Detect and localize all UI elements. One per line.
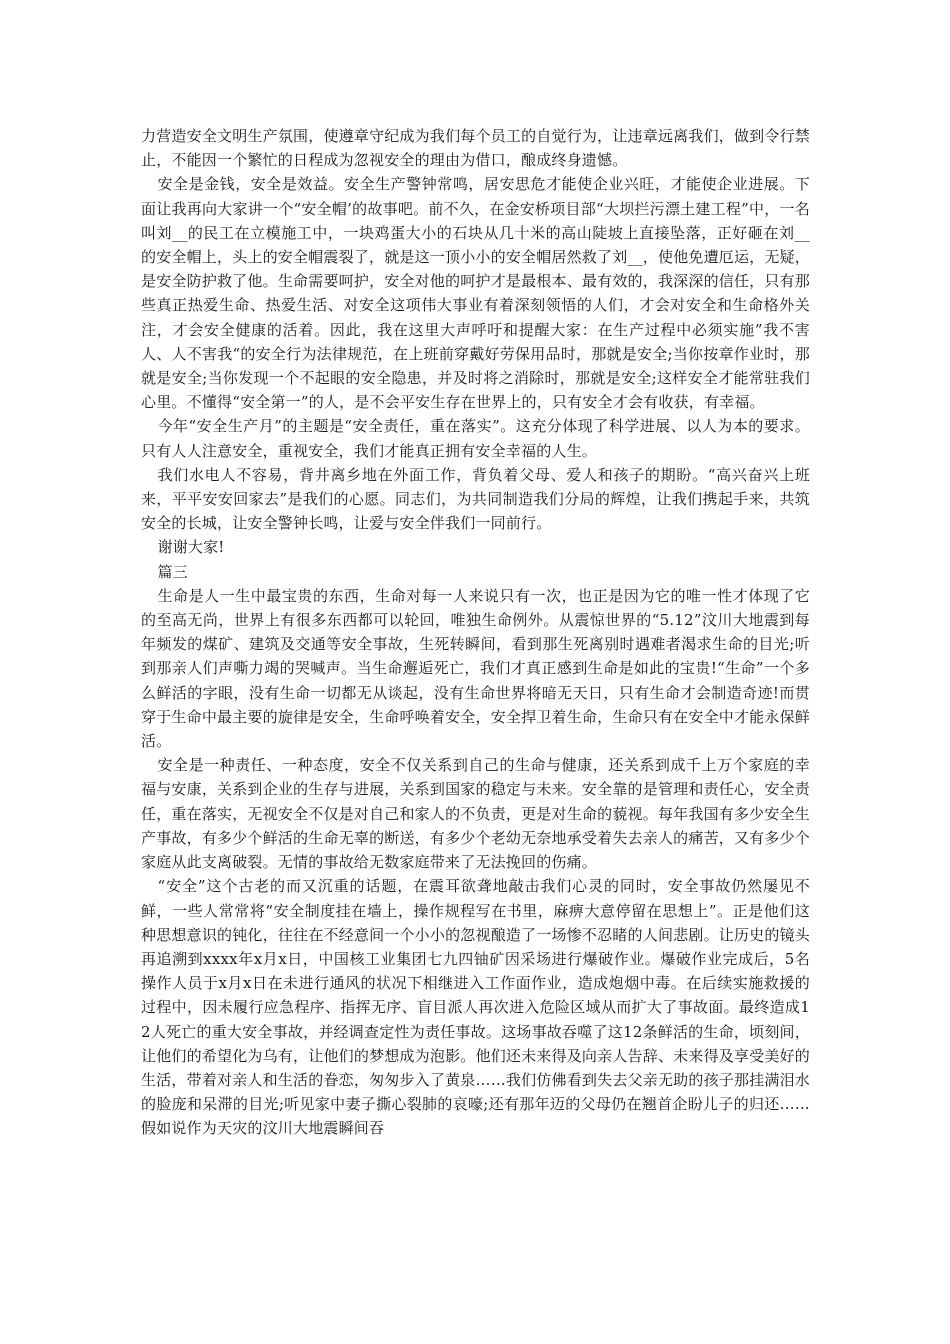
paragraph-life-precious: 生命是人一生中最宝贵的东西，生命对每一人来说只有一次，也正是因为它的唯一性才体现了它的至高无尚，世界上有很多东西都可以轮回，唯独生命例外。从震惊世界的“5.12”汶川大地震到每年频发的煤矿、建筑及交通等安全事故，生死转瞬间，看到那生死离别时遇难者渴求生命的目光;听到那亲人们声嘶力竭的哭喊声。当生命邂逅死亡，我们才真正感到生命是如此的宝贵!“生命”一个多么鲜活的字眼，没有生命一切都无从谈起，没有生命世界将暗无天日，只有生命才会制造奇迹!而贯穿于生命中最主要的旋律是安全，生命呼唤着安全，安全捍卫着生命，生命只有在安全中才能永保鲜活。 — [141, 586, 810, 751]
paragraph-thanks: 谢谢大家! — [157, 538, 225, 557]
paragraph-safety-month-theme: 今年“安全生产月”的主题是“安全责任，重在落实”。这充分体现了科学进展、以人为本的要求。只有人人注意安全，重视安全，我们才能真正拥有安全幸福的人生。 — [141, 417, 810, 460]
paragraph-continued: 力营造安全文明生产氛围，使遵章守纪成为我们每个员工的自觉行为，让违章远离我们，做到令行禁止，不能因一个繁忙的日程成为忽视安全的理由为借口，酿成终身遗憾。 — [141, 127, 810, 170]
paragraph-safety-responsibility: 安全是一种责任、一种态度，安全不仅关系到自己的生命与健康，还关系到成千上万个家庭的幸福与安康，关系到企业的生存与进展，关系到国家的稳定与未来。安全靠的是管理和责任心，安全责任，重在落实，无视安全不仅是对自己和家人的不负责，更是对生命的藐视。每年我国有多少安全生产事故，有多少个鲜活的生命无辜的断送，有多少个老幼无奈地承受着失去亲人的痛苦，又有多少个家庭从此支离破裂。无情的事故给无数家庭带来了无法挽回的伤痛。 — [141, 756, 810, 872]
paragraph-hydropower-workers: 我们水电人不容易，背井离乡地在外面工作，背负着父母、爱人和孩子的期盼。“高兴奋兴上班来，平平安安回家去”是我们的心愿。同志们，为共同制造我们分局的辉煌，让我们携起手来，共筑安全的长城，让安全警钟长鸣，让爱与安全伴我们一同前行。 — [141, 465, 810, 533]
section-heading-part-three: 篇三 — [157, 562, 188, 581]
paragraph-accident-story: “安全”这个古老的而又沉重的话题，在震耳欲聋地敲击我们心灵的同时，安全事故仍然屡见不鲜，一些人常常将“安全制度挂在墙上，操作规程写在书里，麻痹大意停留在思想上”。正是他们这种思想意识的钝化，往往在不经意间一个小小的忽视酿造了一场惨不忍睹的人间悲剧。让历史的镜头再追溯到xxxx年x月x日，中国核工业集团七九四铀矿因采场进行爆破作业。爆破作业完成后，5名操作人员于x月x日在未进行通风的状况下相继进入工作面作业，造成炮烟中毒。在后续实施救援的过程中，因未履行应急程序、指挥无序、盲目派人再次进入危险区域从而扩大了事故面。最终造成12人死亡的重大安全事故，并经调查定性为责任事故。这场事故吞噬了这12条鲜活的生命，顷刻间，让他们的希望化为乌有，让他们的梦想成为泡影。他们还未来得及向亲人告辞、未来得及享受美好的生活，带着对亲人和生活的眷恋，匆匆步入了黄泉……我们仿佛看到失去父亲无助的孩子那挂满泪水的脸庞和呆滞的目光;听见家中妻子撕心裂肺的哀嚎;还有那年迈的父母仍在翘首企盼儿子的归还……假如说作为天灾的汶川大地震瞬间吞 — [141, 877, 810, 1138]
paragraph-safety-helmet-story: 安全是金钱，安全是效益。安全生产警钟常鸣，居安思危才能使企业兴旺，才能使企业进展。下面让我再向大家讲一个“安全帽’的故事吧。前不久，在金安桥项目部“大坝拦污漂土建工程”中，一名叫刘__的民工在立模施工中，一块鸡蛋大小的石块从几十米的高山陡坡上直接坠落，正好砸在刘__的安全帽上，头上的安全帽震裂了，就是这一顶小小的安全帽居然救了刘__，使他免遭厄运，无疑，是安全防护救了他。生命需要呵护，安全对他的呵护才是最根本、最有效的，我深深的信任，只有那些真正热爱生命、热爱生活、对安全这项伟大事业有着深刻领悟的人们，才会对安全和生命格外关注，才会安全健康的活着。因此，我在这里大声呼吁和提醒大家：在生产过程中必须实施”我不害人、人不害我“的安全行为法律规范，在上班前穿戴好劳保用品时，那就是安全;当你按章作业时，那就是安全;当你发现一个不起眼的安全隐患，并及时将之消除时，那就是安全;这样安全才能常驻我们心里。不懂得“安全第一”的人，是不会平安生存在世界上的，只有安全才会有收获，有幸福。 — [141, 175, 811, 412]
document-body — [141, 124, 810, 1141]
